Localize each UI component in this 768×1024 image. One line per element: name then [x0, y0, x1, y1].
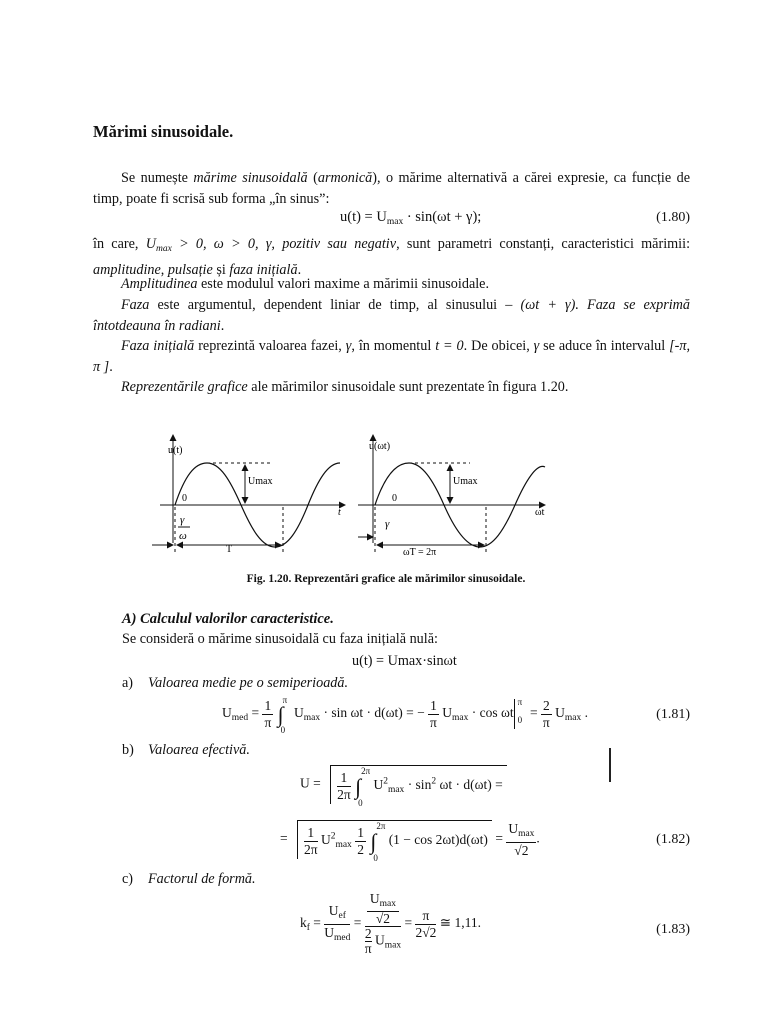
item-b-text: Valoarea efectivă. [148, 742, 250, 758]
left-graph [152, 435, 345, 555]
right-umax-label: Umax [453, 476, 478, 487]
left-omega-label: ω [179, 530, 187, 542]
equation-1-80: $u(t) = U_{max} \cdot \sin(\omega t + \gamma)$; [340, 209, 482, 227]
section-a-heading: A) Calculul valorilor caracteristice. [122, 611, 334, 627]
equation-number-1-83: (1.83) [656, 922, 690, 937]
item-c-text: Factorul de formă. [148, 871, 256, 887]
equation-1-83: $k_f$ = $\frac{U_{ef}}{U_{med}}$ = $U_{max}$ √2 $\frac{2}{\pi}$ $U_{max}$ = $\frac{\pi}{2√2}$ ≅ 1,11. [300, 891, 481, 956]
item-c-label: c) [122, 871, 134, 887]
left-y-label: u(t) [168, 445, 183, 456]
left-x-label: t [338, 507, 341, 518]
figure-caption: Fig. 1.20. Reprezentări grafice ale mărimilor sinusoidale. [246, 573, 526, 585]
left-umax-label: Umax [248, 476, 273, 487]
right-gamma-label: γ [385, 518, 390, 530]
item-b-label: b) [122, 742, 134, 758]
paragraph-parameters: în care, $U_{max} > 0$, ω > 0, γ, pozitiv sau negativ, sunt parametri constanți, caracteristici mărimii: amplitudine, pulsație și faza inițială. [93, 236, 691, 278]
paragraph-definition: Se numește mărime sinusoidală (armonică), o mărime alternativă a cărei expresie, ca funcție de timp, poate fi scrisă sub forma „în sinus”: [93, 170, 691, 207]
equation-number-1-81: (1.81) [656, 707, 690, 722]
equation-1-82-line1: U = $\frac{1}{2\pi}$ 2π ∫ 0 $U^2_{max} \cdot \sin^2 \omega t \cdot d(\omega t)$ = [300, 765, 507, 804]
right-origin-label: 0 [392, 493, 397, 504]
paragraph-phase: Faza este argumentul, dependent liniar de timp, al sinusului – (ωt + γ). Faza se exprimă întotdeauna în radiani. [93, 297, 690, 334]
paragraph-initial-phase: Faza inițială reprezintă valoarea fazei, γ, în momentul t = 0. De obicei, γ se aduce în intervalul [-π, π ]. [93, 338, 690, 375]
vertical-mark [609, 748, 611, 782]
equation-1-81: $U_{med}$ = $\frac{1}{\pi}$ π ∫ 0 $U_{max} \cdot \sin \omega t \cdot d(\omega t)$ = − $\frac{1}{\pi}$ $U_{max} \cdot \cos \omega t$ π 0 = $\frac{2}{\pi}$ $U_{max}$ . [222, 695, 588, 735]
intro-text: Se consideră o mărime sinusoidală cu faza inițială nulă: [122, 631, 438, 647]
figure-sinusoidal-graphs [140, 425, 560, 570]
item-a-text: Valoarea medie pe o semiperioadă. [148, 675, 349, 691]
left-period-label: T [226, 544, 233, 555]
section-title: Mărimi sinusoidale. [93, 122, 234, 141]
equation-1-82-line2: = $\frac{1}{2\pi}$ $U^2_{max}$ $\frac{1}{2}$ 2π ∫ 0 (1 − cos 2ωt)d(ωt) = $\frac{U_{max}}{√2}$ . [280, 820, 540, 863]
equation-number-1-80: (1.80) [656, 210, 690, 225]
right-graph [358, 435, 545, 558]
paragraph-amplitude: Amplitudinea este modulul valori maxime a mărimii sinusoidale. [121, 276, 490, 292]
right-x-label: ωt [535, 507, 545, 518]
right-y-label: u(ωt) [369, 441, 391, 452]
right-period-label: ωT = 2π [403, 547, 437, 558]
item-a-label: a) [122, 675, 134, 691]
left-origin-label: 0 [182, 493, 187, 504]
equation-number-1-82: (1.82) [656, 832, 690, 847]
paragraph-graphs: Reprezentările grafice ale mărimilor sinusoidale sunt prezentate în figura 1.20. [121, 379, 569, 395]
left-gamma-label: γ [180, 514, 185, 526]
equation-u-sin: u(t) = Umax·sinωt [352, 653, 457, 669]
